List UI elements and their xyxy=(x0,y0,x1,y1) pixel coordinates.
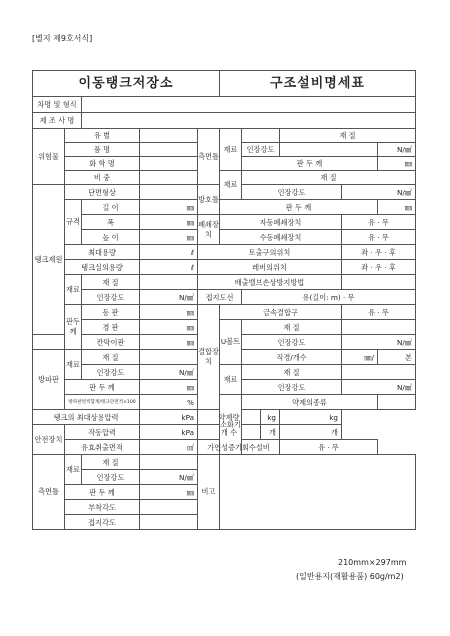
max-capacity-unit: ℓ xyxy=(140,245,198,260)
baffle-group-label: 방파판 xyxy=(33,350,65,410)
valve-damage-field[interactable] xyxy=(342,275,416,290)
side-support-thickness-label: 판 두 께 xyxy=(65,485,140,500)
closing-group-label: 폐쇄장치 xyxy=(198,215,220,245)
guard-strength-value[interactable] xyxy=(280,143,378,157)
bulkhead-spacer xyxy=(33,335,65,350)
side-support-material-group: 재료 xyxy=(65,455,82,485)
guard-group-label: 방호틀 xyxy=(198,185,220,215)
u-bolt-strength-unit: N/㎟ xyxy=(342,335,416,350)
fastener-strength-unit: N/㎟ xyxy=(342,380,416,395)
hazmat-class-field[interactable] xyxy=(140,129,198,143)
side-support-strength-unit: N/㎟ xyxy=(140,470,198,485)
operating-pressure-unit: kPa xyxy=(140,425,198,440)
guard-strength-unit: N/㎟ xyxy=(378,143,416,157)
agent-amount-label: 약제량 xyxy=(198,410,261,425)
baffle-strength-label: 인장강도 xyxy=(82,365,140,380)
height-unit: ㎜ xyxy=(140,230,198,245)
side-support-strength-label: 인장강도 xyxy=(82,470,140,485)
max-capacity-label: 최대용량 xyxy=(65,245,140,260)
tank-group-label: 탱크제원 xyxy=(33,185,65,335)
joint-group-label: 결합장치 xyxy=(198,305,220,410)
support-angle-field[interactable] xyxy=(140,500,198,515)
outlet-position-label: 토출구의위치 xyxy=(198,245,342,260)
discharge-area-label: 유효취출면적 xyxy=(65,440,140,455)
hazmat-gravity-label: 비 중 xyxy=(65,171,140,185)
guard-frame-label: 재료 xyxy=(220,171,242,200)
baffle-area-ratio-unit: % xyxy=(140,395,198,410)
extinguisher-kind-field[interactable] xyxy=(378,395,416,410)
cross-section-field[interactable] xyxy=(140,185,198,200)
max-pressure-label: 탱크의 최대상용압력 xyxy=(33,410,140,425)
plate-group-label: 판두께 xyxy=(65,305,82,350)
agent-amount-unit-b: kg xyxy=(280,410,342,425)
title-right: 구조설비명세표 xyxy=(220,71,416,97)
guard-strength-label-2: 인장강도 xyxy=(242,185,342,200)
fastener-material-group: 재료 xyxy=(220,365,242,395)
auto-closing-value[interactable]: 유 · 무 xyxy=(342,215,416,230)
guard-strength-unit-2: N/㎟ xyxy=(342,185,416,200)
vehicle-model-label: 차명 및 형식 xyxy=(33,97,82,113)
cross-section-label: 단면형상 xyxy=(65,185,140,200)
mirror-plate-label: 경 판 xyxy=(82,320,140,335)
mirror-plate-unit: ㎜ xyxy=(140,320,198,335)
side-support-group-label: 측면틀 xyxy=(33,455,65,530)
fastener-material-field[interactable] xyxy=(342,365,416,380)
count-unit: 본 xyxy=(378,350,416,365)
bulkhead-label: 칸막이판 xyxy=(82,335,140,350)
valve-damage-label: 배출밸브손상방지방법 xyxy=(198,275,342,290)
baffle-strength-unit: N/㎟ xyxy=(140,365,198,380)
side-support-thickness-unit: ㎜ xyxy=(140,485,198,500)
compartment-capacity-unit: ℓ xyxy=(140,260,198,275)
baffle-material-field[interactable] xyxy=(140,350,198,365)
guard-material-field[interactable] xyxy=(242,129,280,143)
height-label: 높 이 xyxy=(82,230,140,245)
length-label: 길 이 xyxy=(82,200,140,215)
manufacturer-field[interactable] xyxy=(82,113,416,129)
hazmat-gravity-field[interactable] xyxy=(140,171,198,185)
manual-closing-label: 수동폐쇄장치 xyxy=(220,230,342,245)
side-support-material-field[interactable] xyxy=(140,455,198,470)
paper-type-note: (일반용지(재활용품) 60g/m2) xyxy=(296,572,404,581)
spec-group-label: 규격 xyxy=(65,200,82,245)
hazmat-item-field[interactable] xyxy=(140,143,198,157)
paper-size-note: 210mm×297mm xyxy=(338,558,407,567)
hazmat-group-label: 위험물 xyxy=(33,129,65,185)
title-left: 이동탱크저장소 xyxy=(33,71,220,97)
remarks-field[interactable] xyxy=(220,455,416,530)
support-angle-label: 부착각도 xyxy=(65,500,140,515)
safety-group-label: 안전장치 xyxy=(33,425,65,455)
vapor-recovery-label: 가연성증기회수설비 xyxy=(198,440,280,455)
contact-angle-field[interactable] xyxy=(140,515,198,530)
body-plate-label: 동 판 xyxy=(82,305,140,320)
u-bolt-material-field[interactable] xyxy=(342,320,416,335)
manual-closing-value[interactable]: 유 · 무 xyxy=(342,230,416,245)
guard-material-label: 재료 xyxy=(220,129,242,171)
baffle-material-group: 재료 xyxy=(65,350,82,380)
guard-thickness-unit: ㎜ xyxy=(378,157,416,171)
baffle-material-label: 재 질 xyxy=(82,350,140,365)
guard-strength-label: 인장강도 xyxy=(242,143,280,157)
tank-material-field[interactable] xyxy=(140,275,198,290)
guard-thickness-label-2: 판 두 께 xyxy=(220,200,378,215)
body-plate-unit: ㎜ xyxy=(140,305,198,320)
vapor-recovery-value[interactable]: 유 · 무 xyxy=(280,440,378,455)
hazmat-chem-label: 화 학 명 xyxy=(65,157,140,171)
side-frame-group-label: 측면틀 xyxy=(198,129,220,185)
guard-frame-material: 재 질 xyxy=(242,171,416,185)
width-label: 폭 xyxy=(82,215,140,230)
fire-group-label: 소화기 xyxy=(220,395,242,455)
tank-material-label: 재 질 xyxy=(82,275,140,290)
baffle-thickness-unit: ㎜ xyxy=(140,380,198,395)
guard-thickness-label: 판 두 께 xyxy=(242,157,378,171)
baffle-thickness-label: 판 두 께 xyxy=(65,380,140,395)
discharge-area-unit: ㎠ xyxy=(140,440,198,455)
spec-table xyxy=(32,70,416,530)
diameter-unit: ㎜/ xyxy=(342,350,378,365)
u-bolt-label: U볼트 xyxy=(220,320,242,365)
manufacturer-label: 제 조 사 명 xyxy=(33,113,82,129)
agent-amount-unit-a: kg xyxy=(261,410,280,425)
remarks-label: 비고 xyxy=(198,455,220,530)
fastener-strength-label: 인장강도 xyxy=(242,380,342,395)
extinguisher-kind-label: 약제의종류 xyxy=(242,395,378,410)
count-unit-a: 개 xyxy=(261,425,280,440)
count-label: 개 수 xyxy=(198,425,261,440)
bulkhead-unit: ㎜ xyxy=(140,335,198,350)
hazmat-chem-field[interactable] xyxy=(140,157,198,171)
structure-specification-sheet xyxy=(32,70,416,530)
contact-angle-label: 접지각도 xyxy=(65,515,140,530)
joint-metal-value[interactable]: 유 · 무 xyxy=(342,305,416,320)
hazmat-class-label: 유 별 xyxy=(65,129,140,143)
u-bolt-material-label: 재 질 xyxy=(242,320,342,335)
diameter-count-label: 직경/개수 xyxy=(242,350,342,365)
outlet-position-value[interactable]: 좌 · 우 · 후 xyxy=(342,245,416,260)
ground-wire-label: 접지도선 xyxy=(198,290,242,305)
fastener-material-label: 재 질 xyxy=(242,365,342,380)
form-number-label: [별지 제9호서식] xyxy=(32,34,93,43)
baffle-area-ratio-label: 방파판면적합계/탱크단면적×100 xyxy=(65,395,140,410)
tank-strength-label: 인장강도 xyxy=(82,290,140,305)
u-bolt-strength-label: 인장강도 xyxy=(242,335,342,350)
lever-position-value[interactable]: 좌 · 우 · 후 xyxy=(342,260,416,275)
auto-closing-label: 자동폐쇄장치 xyxy=(220,215,342,230)
vehicle-model-field[interactable] xyxy=(82,97,416,113)
max-pressure-unit: kPa xyxy=(140,410,198,425)
tank-material-group: 재료 xyxy=(65,275,82,305)
guard-thickness-unit-2: ㎜ xyxy=(378,200,416,215)
side-support-material-label: 재 질 xyxy=(82,455,140,470)
joint-metal-label: 금속결합구 xyxy=(220,305,342,320)
operating-pressure-label: 작동압력 xyxy=(65,425,140,440)
count-unit-b: 개 xyxy=(280,425,342,440)
guard-material-value: 재 질 xyxy=(280,129,416,143)
compartment-capacity-label: 탱크실의용량 xyxy=(65,260,140,275)
lever-position-label: 레버의위치 xyxy=(198,260,342,275)
ground-wire-value[interactable]: 유(길이: m) · 무 xyxy=(242,290,416,305)
hazmat-item-label: 품 명 xyxy=(65,143,140,157)
tank-strength-unit: N/㎟ xyxy=(140,290,198,305)
width-unit: ㎜ xyxy=(140,215,198,230)
length-unit: ㎜ xyxy=(140,200,198,215)
